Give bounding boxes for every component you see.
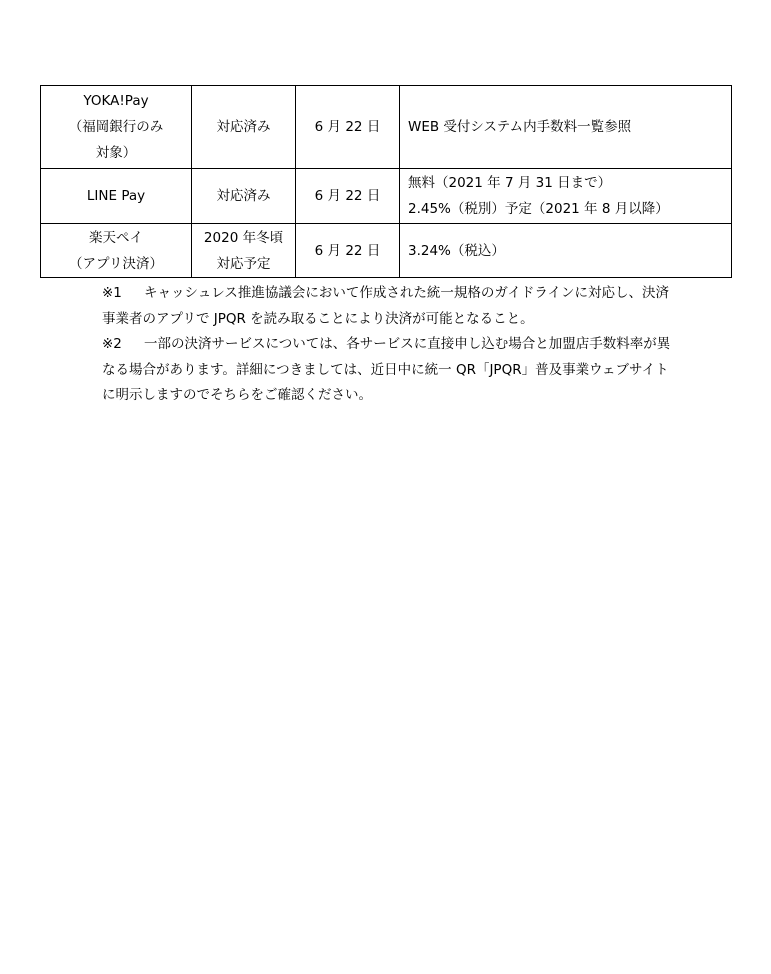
fee-cell xyxy=(400,86,732,169)
fee-table xyxy=(40,85,732,278)
footnote-text: キャッシュレス推進協議会において作成された統一規格のガイドラインに対応し、決済 xyxy=(144,285,670,301)
footnotes xyxy=(102,281,682,409)
service-name-qualifier: （アプリ決済） xyxy=(69,255,163,272)
footnote-1 xyxy=(102,281,682,332)
fee-cell xyxy=(400,169,732,224)
status-cell xyxy=(192,224,296,278)
date-cell xyxy=(296,86,400,169)
footnote-text: に明示しますのでそちらをご確認ください。 xyxy=(102,387,372,403)
status-text: 対応済み xyxy=(216,119,271,135)
date-cell xyxy=(296,224,400,278)
date-text: 6 月 22 日 xyxy=(314,242,381,259)
service-name-cell xyxy=(41,86,192,169)
service-name-qualifier: （福岡銀行のみ xyxy=(68,119,164,135)
service-name: LINE Pay xyxy=(86,188,146,204)
status-text: 対応済み xyxy=(216,188,271,204)
footnote-mark: ※1 xyxy=(102,285,122,301)
status-cell xyxy=(192,86,296,169)
fee-text: 2.45%（税別）予定（2021 年 8 月以降） xyxy=(408,201,669,217)
fee-text: 3.24%（税込） xyxy=(408,242,505,259)
table-row xyxy=(41,86,732,169)
status-text: 2020 年冬頃 xyxy=(203,229,284,246)
table-row xyxy=(41,169,732,224)
date-text: 6 月 22 日 xyxy=(314,188,381,204)
fee-text: WEB 受付システム内手数料一覧参照 xyxy=(408,119,632,135)
service-name-cell xyxy=(41,224,192,278)
status-cell xyxy=(192,169,296,224)
footnote-mark: ※2 xyxy=(102,336,122,352)
footnote-text: 事業者のアプリで JPQR を読み取ることにより決済が可能となること。 xyxy=(102,310,534,327)
status-text: 対応予定 xyxy=(216,255,271,272)
footnote-text: 一部の決済サービスについては、各サービスに直接申し込む場合と加盟店手数料率が異 xyxy=(144,336,671,352)
date-text: 6 月 22 日 xyxy=(314,119,381,135)
service-name: YOKA!Pay xyxy=(83,93,149,109)
service-name: 楽天ペイ xyxy=(89,229,143,246)
footnote-text: なる場合があります。詳細につきましては、近日中に統一 QR「JPQR」普及事業ウェブサイト xyxy=(102,361,669,378)
fee-text: 無料（2021 年 7 月 31 日まで） xyxy=(408,175,612,191)
table-row xyxy=(41,224,732,278)
date-cell xyxy=(296,169,400,224)
service-name-qualifier: 対象） xyxy=(95,145,137,161)
service-name-cell xyxy=(41,169,192,224)
footnote-2 xyxy=(102,332,682,409)
fee-cell xyxy=(400,224,732,278)
